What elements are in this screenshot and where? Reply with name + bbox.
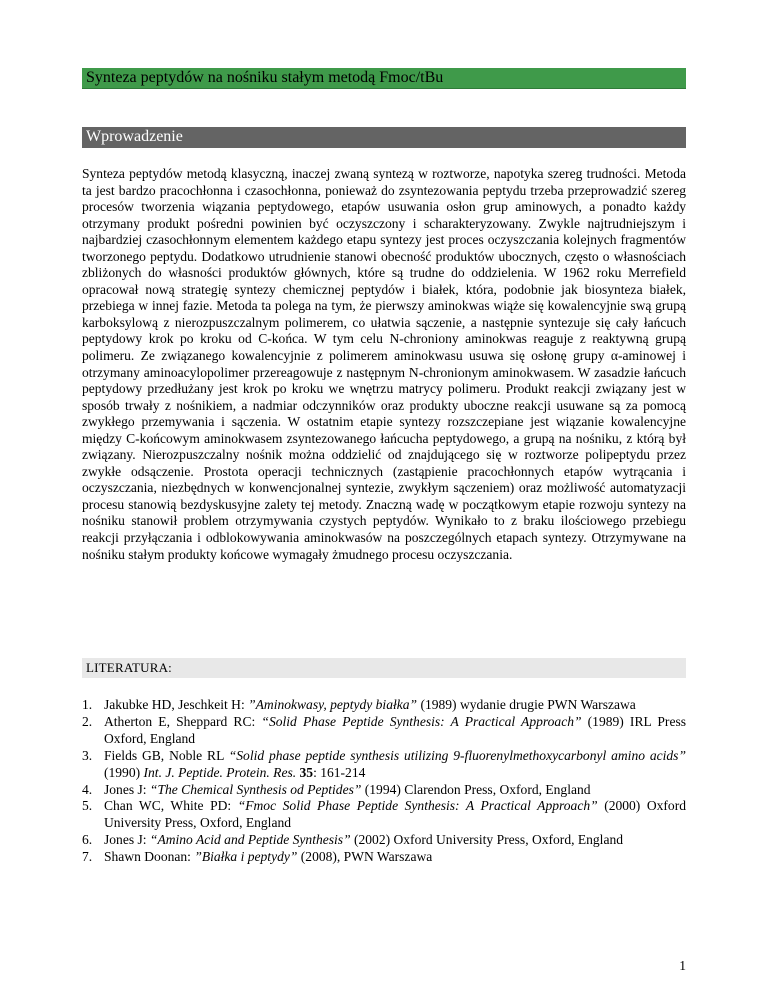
page-number: 1 — [679, 958, 686, 973]
reference-item: 3. Fields GB, Noble RL “Solid phase peptide synthesis utilizing 9-fluorenylmethoxycarbonyl amino acids” (1990) Int. J. Peptide. Protein. Res. 35: 161-214 — [82, 747, 686, 780]
reference-item: 5. Chan WC, White PD: “Fmoc Solid Phase Peptide Synthesis: A Practical Approach” (2000) Oxford University Press, Oxford, England — [82, 798, 686, 831]
reference-item: 2. Atherton E, Sheppard RC: “Solid Phase Peptide Synthesis: A Practical Approach” (1989) IRL Press Oxford, England — [82, 713, 686, 746]
intro-paragraph: Synteza peptydów metodą klasyczną, inaczej zwaną syntezą w roztworze, napotyka szereg trudności. Metoda ta jest bardzo pracochłonna i czasochłonna, ponieważ do zsyntezowania peptydu trzeba przeprowadzić szereg procesów tworzenia wiązania peptydowego, etapów usuwania osłon grup aminowych, a ponadto każdy otrzymany produkt pośredni powinien być oczyszczony i scharakteryzowany. Zwykle najtrudniejszym i najbardziej czasochłonnym elementem każdego etapu syntezy jest proces oczyszczania kolejnych fragmentów tworzonego peptydu. Dodatkowo utrudnienie stanowi obecność produktów ubocznych, często o własnościach zbliżonych do własności produktów głównych, które są trudne do oddzielenia. W 1962 roku Merrefield opracował nową strategię syntezy chemicznej peptydów i białek, która, podobnie jak biosynteza białek, przebiega w innej fazie. Metoda ta polega na tym, że pierwszy aminokwas wiąże się kowalencyjnie swą grupą karboksylową z nierozpuszczalnym polimerem, co ułatwia sączenie, a następnie syntezuje się cały łańcuch peptydowy krok po kroku od C-końca. W tym celu N-chroniony aminokwas reaguje z reaktywną grupą polimeru. Ze związanego kowalencyjnie z polimerem aminokwasu usuwa się osłonę grupy α-aminowej i otrzymany aminoacylopolimer przereagowuje z następnym N-chronionym aminokwasem. W zasadzie łańcuch peptydowy przedłużany jest krok po kroku we wnętrzu matrycy polimeru. Produkt reakcji związany jest w sposób trwały z nośnikiem, a nadmiar odczynników oraz produkty uboczne reakcji usuwane są za pomocą zwykłego przemywania i sączenia. W ostatnim etapie syntezy rozszczepiane jest wiązanie kowalencyjne między C-końcowym aminokwasem zsyntezowanego łańcucha peptydowego, a grupą na nośniku, z którą był związany. Nierozpuszczalny nośnik można oddzielić od znajdującego się w roztworze polipeptydu przez zwykłe odsączenie. Prostota operacji technicznych (zastąpienie pracochłonnych etapów wytrącania i oczyszczania, niezbędnych w konwencjonalnej syntezie, zwykłym sączeniem) oraz możliwość automatyzacji procesu stanowią bezdyskusyjne zalety tej metody. Znaczną wadę w początkowym etapie rozwoju syntezy na nośniku stanowił problem otrzymywania czystych peptydów. Wynikało to z braku ilościowego przebiegu reakcji przyłączania i odblokowywania aminokwasów na poszczególnych etapach syntezy. Otrzymywane na nośniku stałym produkty końcowe wymagały żmudnego procesu oczyszczania. — [82, 166, 686, 562]
document-title-banner — [82, 68, 686, 89]
literature-heading: LITERATURA: — [82, 658, 686, 678]
reference-list — [82, 697, 686, 866]
section-heading: Wprowadzenie — [86, 128, 183, 145]
reference-item: 7. Shawn Doonan: ”Białka i peptydy” (2008), PWN Warszawa — [82, 849, 433, 865]
reference-item: 1. Jakubke HD, Jeschkeit H: ”Aminokwasy, peptydy białka” (1989) wydanie drugie PWN Warszawa — [82, 697, 636, 712]
section-heading-banner — [82, 127, 686, 148]
reference-item: 6. Jones J: “Amino Acid and Peptide Synthesis” (2002) Oxford University Press, Oxford, England — [82, 832, 624, 848]
document-title: Synteza peptydów na nośniku stałym metodą Fmoc/tBu — [86, 69, 444, 86]
reference-item: 4. Jones J: “The Chemical Synthesis od Peptides” (1994) Clarendon Press, Oxford, England — [82, 781, 591, 797]
